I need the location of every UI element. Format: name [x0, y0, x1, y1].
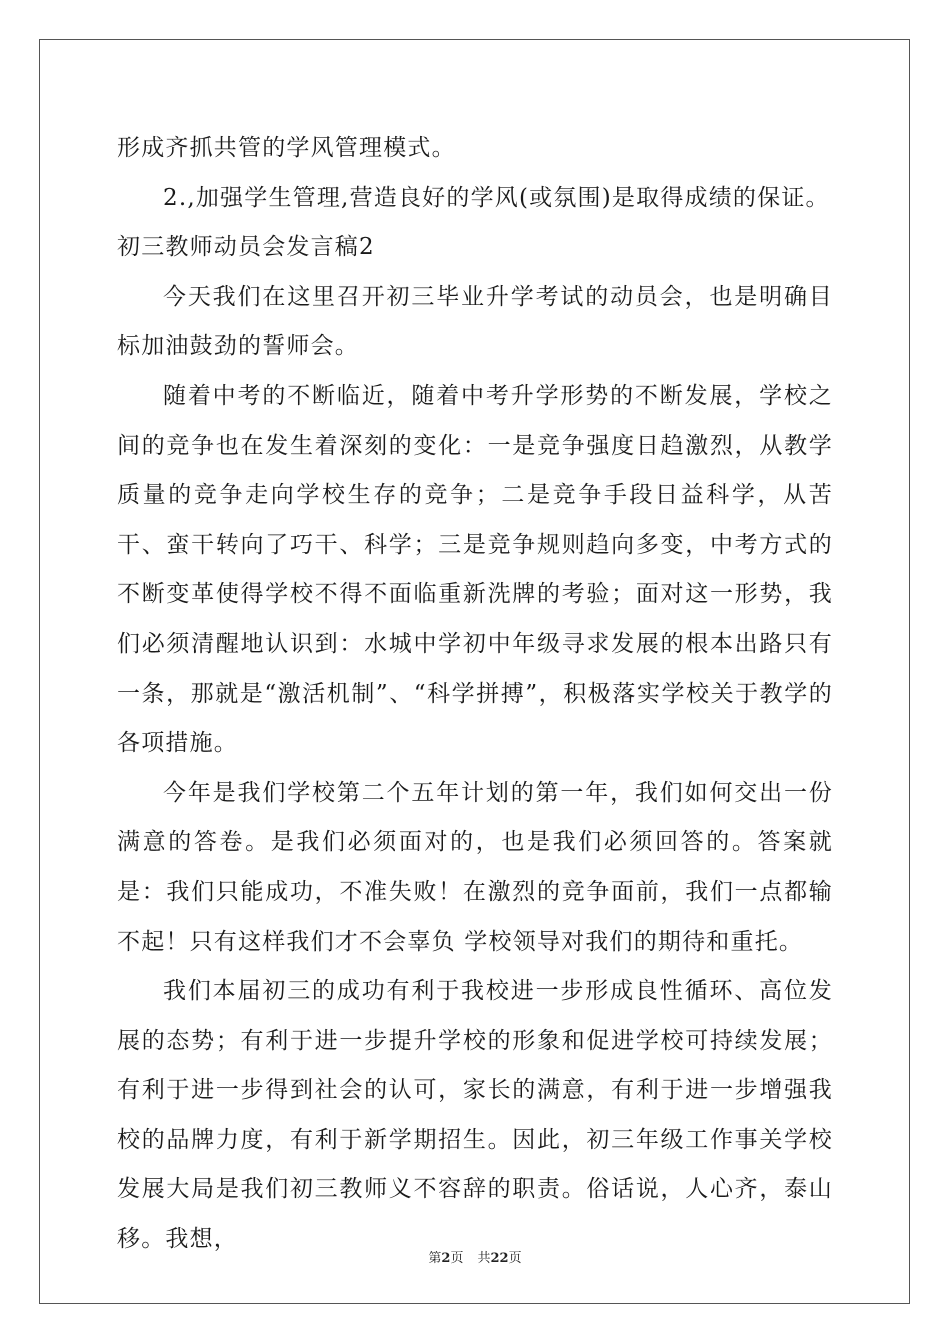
page-total: 22 [490, 1251, 509, 1266]
paragraph: 今年是我们学校第二个五年计划的第一年，我们如何交出一份满意的答卷。是我们必须面对的，也是我们必须回答的。答案就是：我们只能成功，不准失败！在激烈的竞争面前，我们一点都输不起！只有这样我们才不会辜负 学校领导对我们的期待和重托。 [117, 779, 833, 955]
paragraph: 随着中考的不断临近，随着中考升学形势的不断发展，学校之间的竞争也在发生着深刻的变化：一是竞争强度日趋激烈，从教学质量的竞争走向学校生存的竞争；二是竞争手段日益科学，从苦干、蛮干转向了巧干、科学；三是竞争规则趋向多变，中考方式的不断变革使得学校不得不面临重新洗牌的考验；面对这一形势，我们必须清醒地认识到：水城中学初中年级寻求发展的根本出路只有一条，那就是“激活机制”、“科学拼搏”，积极落实学校关于教学的各项措施。 [117, 382, 833, 757]
paragraph: 形成齐抓共管的学风管理模式。 [117, 135, 456, 161]
document-body [117, 124, 833, 1265]
paragraph: 2.,加强学生管理,营造良好的学风(或氛围)是取得成绩的保证。 [163, 184, 830, 211]
page-number-prefix: 第 [428, 1251, 442, 1266]
page-footer [0, 1247, 950, 1266]
page-number-current: 2 [441, 1251, 451, 1266]
section-heading: 初三教师动员会发言稿2 [117, 234, 375, 261]
paragraph: 今天我们在这里召开初三毕业升学考试的动员会，也是明确目标加油鼓劲的誓师会。 [117, 283, 833, 360]
page-number-suffix: 页 [450, 1251, 464, 1266]
page-total-prefix: 共 [477, 1251, 491, 1266]
page-total-suffix: 页 [508, 1251, 522, 1266]
paragraph: 我们本届初三的成功有利于我校进一步形成良性循环、高位发展的态势；有利于进一步提升学校的形象和促进学校可持续发展；有利于进一步得到社会的认可，家长的满意，有利于进一步增强我校的品牌力度，有利于新学期招生。因此，初三年级工作事关学校发展大局是我们初三教师义不容辞的职责。俗话说，人心齐，泰山移。我想， [117, 978, 833, 1253]
